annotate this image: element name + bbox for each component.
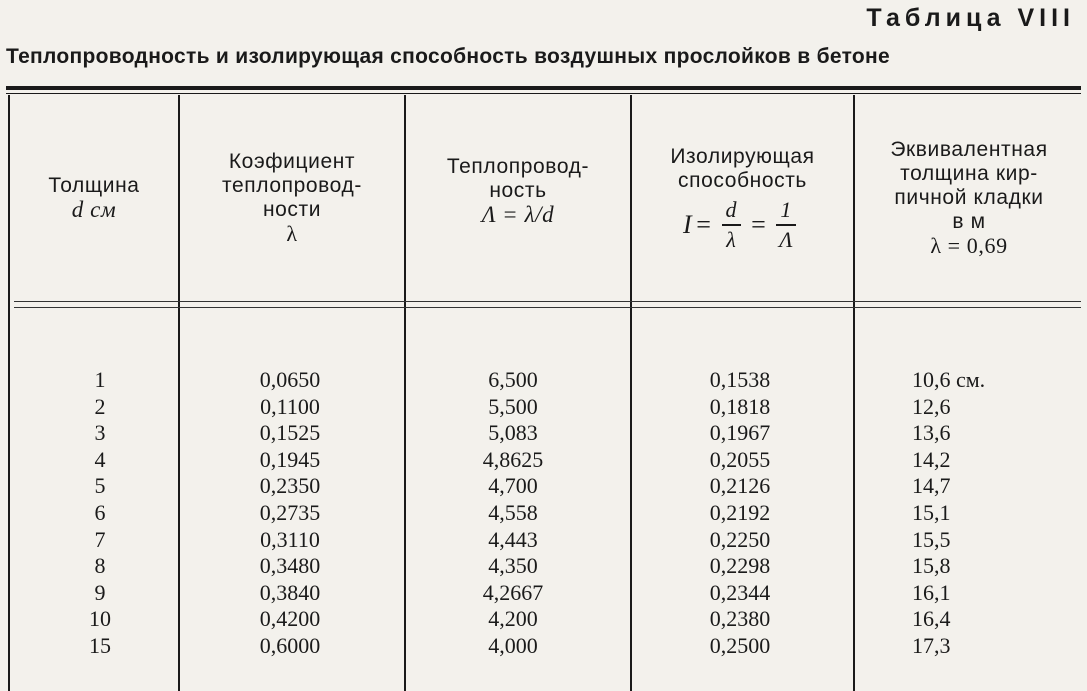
table-cell: 16,1: [912, 579, 951, 605]
table-cell: 0,3840: [259, 579, 321, 605]
header-coefficient-line1: Коэфициент: [228, 150, 356, 173]
table-cell: 0,1945: [259, 446, 321, 472]
formula-fraction-d-over-lambda: [722, 199, 742, 251]
table-cell: 0,3110: [260, 526, 320, 552]
top-rule-thick: [6, 86, 1081, 90]
formula-fraction-one-over-capital-lambda: [776, 199, 796, 251]
fraction-denominator: λ: [726, 227, 737, 252]
table-cell: 16,4: [912, 606, 951, 632]
table-cell: 4,200: [488, 606, 538, 632]
table-cell: 0,2380: [709, 606, 771, 632]
table-cell: 5: [94, 473, 106, 499]
table-cell: 5,083: [488, 420, 538, 446]
table-cell: 2: [94, 393, 106, 419]
table-cell: 0,2055: [709, 446, 771, 472]
formula-equals: =: [696, 210, 712, 239]
header-equivalent-line5: λ = 0,69: [930, 233, 1008, 258]
table-cell: 8: [94, 553, 106, 579]
table-cell: 0,0650: [259, 367, 321, 392]
header-coefficient: [180, 95, 404, 301]
table-cell: 0,1818: [709, 393, 771, 419]
table-cell: 4,443: [488, 526, 538, 552]
table-cell: 6,500: [488, 367, 538, 392]
table-cell: 4,8625: [482, 446, 544, 472]
formula-equals: =: [751, 210, 767, 239]
table-cell: 4,558: [488, 499, 538, 525]
table-cell: 12,6: [912, 393, 951, 419]
table-cell: 15,5: [912, 526, 951, 552]
fraction-numerator: d: [722, 199, 742, 226]
header-equivalent-line2: толщина кир-: [900, 162, 1038, 185]
header-insulating-formula: [683, 199, 802, 251]
table-cell: 17,3: [912, 632, 951, 658]
header-equivalent-line1: Эквивалентная: [890, 138, 1048, 161]
table-cell: 0,2298: [709, 553, 771, 579]
table-cell: 5,500: [488, 393, 538, 419]
header-equivalent: [855, 95, 1083, 301]
table-cell: 4,2667: [482, 579, 544, 605]
table-title: Теплопроводность и изолирующая способность воздушных прослойков в бетоне: [6, 45, 890, 68]
table-cell: 0,1100: [260, 393, 320, 419]
table-cell: 0,2192: [709, 499, 771, 525]
header-coefficient-line2: теплопровод-: [222, 174, 362, 197]
table-cell: 13,6: [912, 420, 951, 446]
table-cell: 15,8: [912, 553, 951, 579]
table-cell: 14,2: [912, 446, 951, 472]
header-equivalent-line3: пичной кладки: [894, 186, 1044, 209]
header-separator-rule: [14, 301, 1081, 302]
table-cell: 0,1525: [259, 420, 321, 446]
header-coefficient-line3: ности: [262, 198, 322, 221]
fraction-numerator: 1: [776, 199, 796, 226]
column-insulating-values: [675, 367, 805, 660]
table-cell: 0,2344: [709, 579, 771, 605]
header-conductivity-formula: Λ = λ/d: [481, 202, 555, 227]
table-cell: 15,1: [912, 499, 951, 525]
header-thickness-line1: Толщина: [48, 174, 140, 197]
table-cell: 0,6000: [259, 632, 321, 658]
header-equivalent-line4: в м: [952, 210, 986, 233]
table-cell: 0,2126: [709, 473, 771, 499]
table-cell: 4,000: [488, 632, 538, 658]
table-cell: 0,3480: [259, 553, 321, 579]
header-conductivity: [406, 95, 630, 301]
table-cell: 0,2350: [259, 473, 321, 499]
header-separator-rule: [14, 307, 1081, 308]
table-cell: 0,2735: [259, 499, 321, 525]
table-cell: 0,4200: [259, 606, 321, 632]
top-rule-thin: [6, 93, 1081, 94]
column-thickness-values: [60, 367, 140, 660]
header-insulating-line2: способность: [678, 169, 807, 192]
column-conductivity-values: [448, 367, 578, 660]
table-cell: 15: [89, 632, 111, 658]
header-insulating: [632, 95, 853, 301]
table-cell: 10,6 см.: [912, 367, 986, 392]
formula-lhs: I: [682, 210, 693, 239]
table-cell: 4,700: [488, 473, 538, 499]
column-coefficient-values: [225, 367, 355, 660]
table-number-label: Таблица VIII: [866, 4, 1075, 32]
column-equivalent-values: [912, 367, 1032, 660]
fraction-denominator: Λ: [779, 227, 794, 252]
header-insulating-line1: Изолирующая: [670, 145, 815, 168]
table-cell: 6: [94, 499, 106, 525]
header-conductivity-line1: Теплопровод-: [446, 155, 590, 178]
table-cell: 9: [94, 579, 106, 605]
table-cell: 10: [89, 606, 111, 632]
table-cell: 0,2250: [709, 526, 771, 552]
header-thickness: [10, 95, 178, 301]
header-coefficient-symbol: λ: [286, 221, 298, 246]
table-cell: 3: [94, 420, 106, 446]
table-cell: 4,350: [488, 553, 538, 579]
header-thickness-unit: d см: [71, 197, 117, 222]
table-cell: 0,1967: [709, 420, 771, 446]
table-cell: 4: [94, 446, 106, 472]
table-cell: 0,1538: [709, 367, 771, 392]
table-cell: 14,7: [912, 473, 951, 499]
header-conductivity-line2: ность: [489, 179, 547, 202]
table-cell: 7: [94, 526, 106, 552]
table-cell: 0,2500: [709, 632, 771, 658]
table-cell: 1: [94, 367, 106, 392]
